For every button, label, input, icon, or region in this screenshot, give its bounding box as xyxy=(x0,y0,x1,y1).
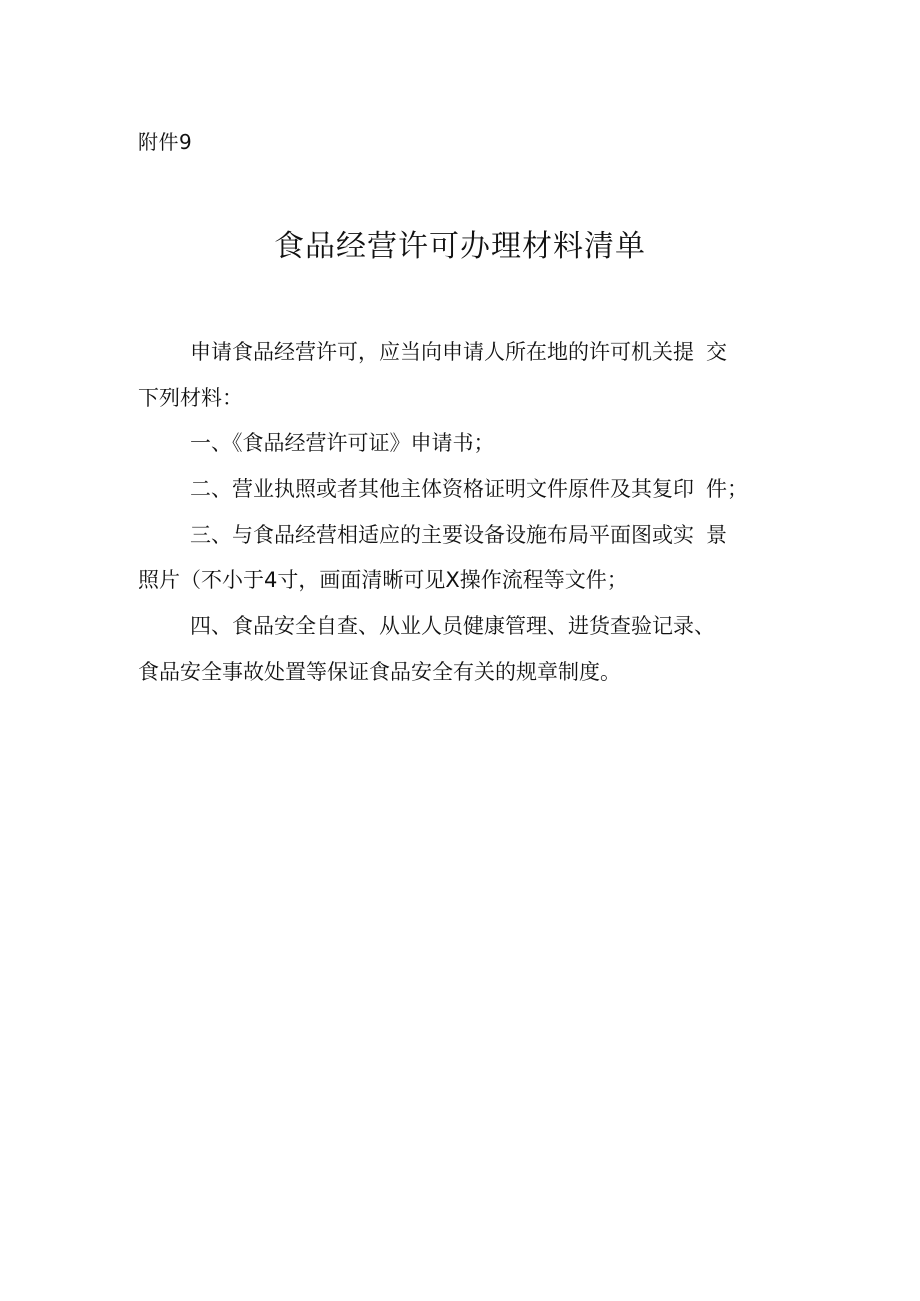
attachment-label: 附件9 xyxy=(138,130,193,154)
item-2-line-1 xyxy=(138,467,788,513)
intro-text-1a: 申请食品经营许可，应当向申请人所在地的许可机关提 xyxy=(190,340,694,364)
item-2-text-1b: 件； xyxy=(706,477,748,502)
intro-text-1b: 交 xyxy=(706,340,727,364)
item-3-line-2: 照片（不小于4寸，画面清晰可见X操作流程等文件； xyxy=(138,568,628,593)
item-2-text-1a: 二、营业执照或者其他主体资格证明文件原件及其复印 xyxy=(190,477,694,502)
document-title: 食品经营许可办理材料清单 xyxy=(274,229,646,264)
intro-line-2: 下列材料： xyxy=(138,385,243,410)
item-3-line-1 xyxy=(138,513,788,559)
item-4-line-1: 四、食品安全自查、从业人员健康管理、进货查验记录、 xyxy=(190,614,715,639)
intro-line-1 xyxy=(138,330,788,376)
item-4-line-2: 食品安全事故处置等保证食品安全有关的规章制度。 xyxy=(138,659,621,684)
item-3-text-1b: 景 xyxy=(706,522,727,547)
item-3-text-1a: 三、与食品经营相适应的主要设备设施布局平面图或实 xyxy=(190,522,694,547)
document-body xyxy=(138,330,788,696)
item-1-line-1: 一、《食品经营许可证》申请书； xyxy=(190,431,495,456)
